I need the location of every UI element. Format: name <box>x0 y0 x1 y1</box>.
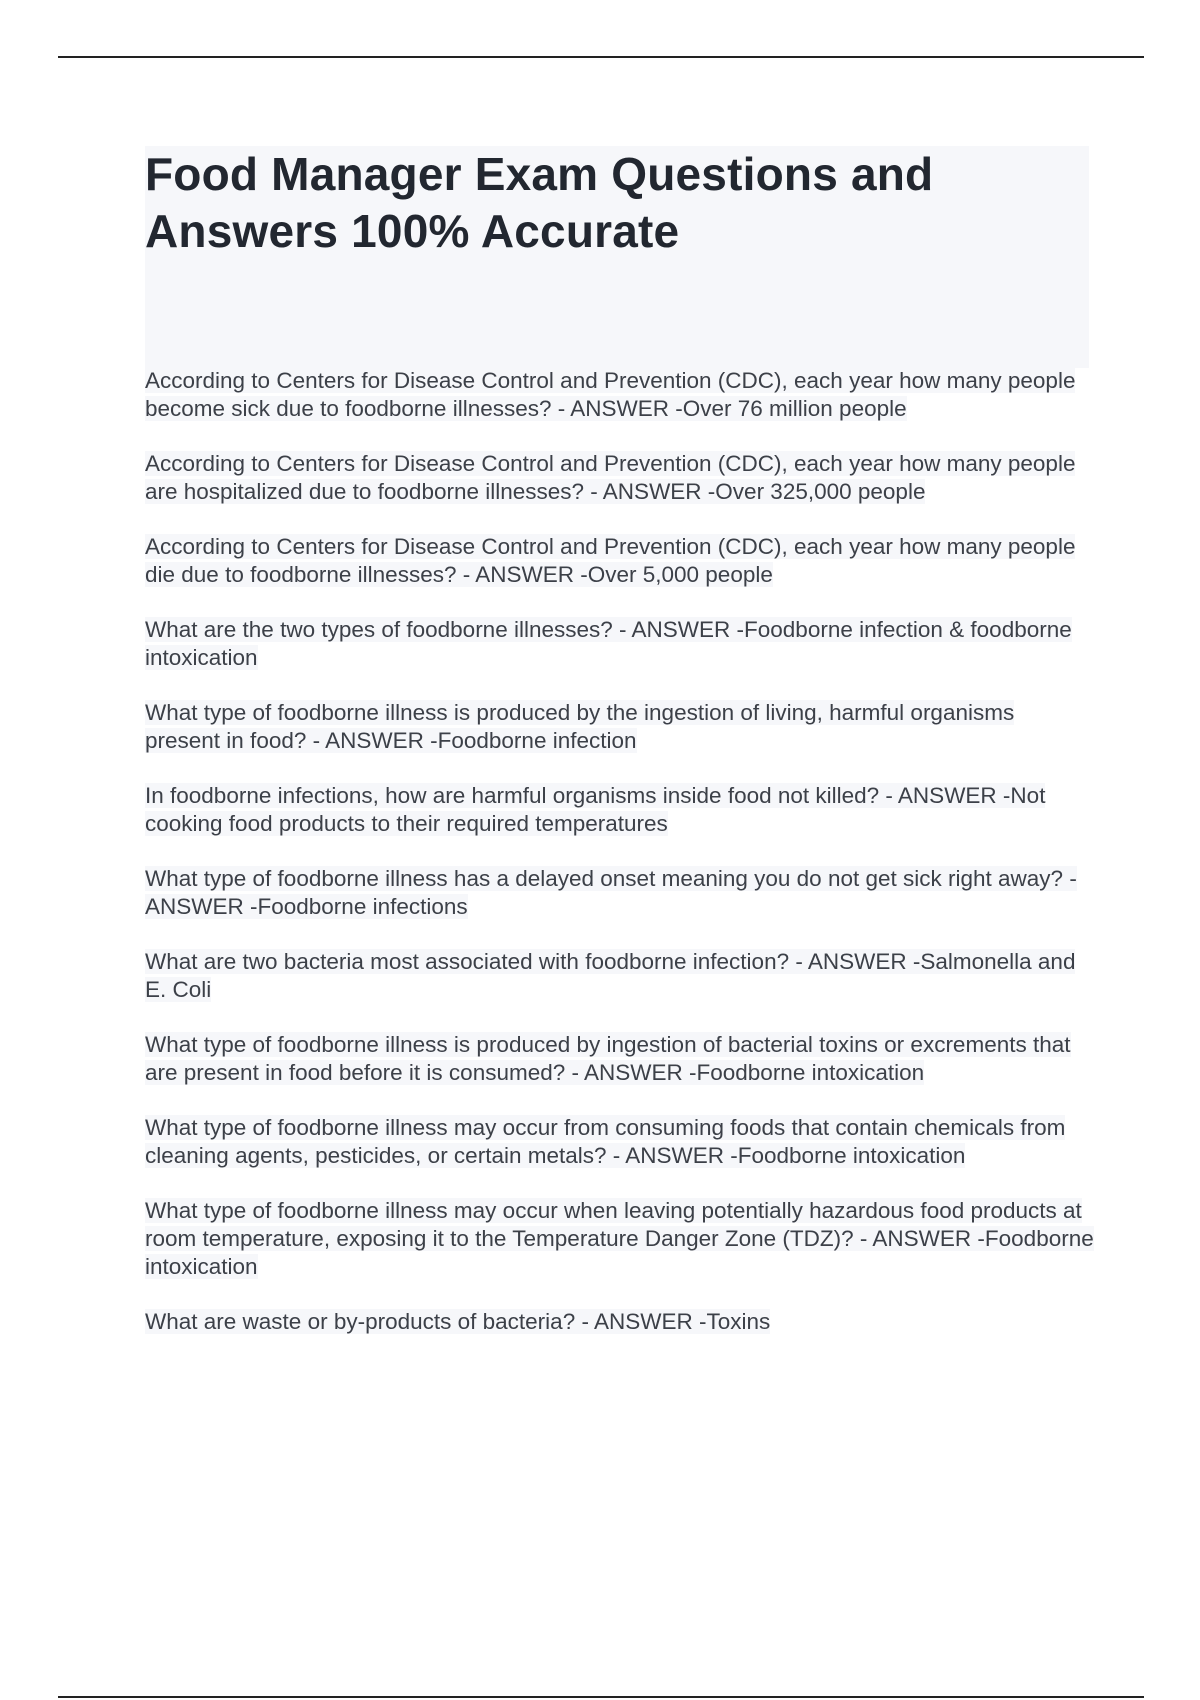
qa-item: What type of foodborne illness is produced by ingestion of bacterial toxins or excrements that are present in food before it is consumed? - ANSWER -Foodborne intoxication <box>145 1032 1071 1085</box>
qa-list <box>145 367 1095 1363</box>
qa-item: What are waste or by-products of bacteria? - ANSWER -Toxins <box>145 1309 771 1334</box>
page-title: Food Manager Exam Questions and Answers 100% Accurate <box>145 148 934 257</box>
qa-item: What type of foodborne illness may occur when leaving potentially hazardous food products at room temperature, exposing it to the Temperature Danger Zone (TDZ)? - ANSWER -Foodborne intoxication <box>145 1198 1094 1279</box>
qa-item: What type of foodborne illness has a delayed onset meaning you do not get sick right away? - ANSWER -Foodborne infections <box>145 866 1077 919</box>
qa-item: In foodborne infections, how are harmful organisms inside food not killed? - ANSWER -Not cooking food products to their required temperatures <box>145 783 1046 836</box>
qa-item: According to Centers for Disease Control and Prevention (CDC), each year how many people are hospitalized due to foodborne illnesses? - ANSWER -Over 325,000 people <box>145 451 1076 504</box>
qa-item: What are the two types of foodborne illnesses? - ANSWER -Foodborne infection & foodborne intoxication <box>145 617 1072 670</box>
qa-item: According to Centers for Disease Control and Prevention (CDC), each year how many people become sick due to foodborne illnesses? - ANSWER -Over 76 million people <box>145 368 1076 421</box>
top-divider <box>58 56 1144 58</box>
qa-item: According to Centers for Disease Control and Prevention (CDC), each year how many people die due to foodborne illnesses? - ANSWER -Over 5,000 people <box>145 534 1076 587</box>
qa-item: What are two bacteria most associated with foodborne infection? - ANSWER -Salmonella and E. Coli <box>145 949 1076 1002</box>
title-block <box>145 146 1089 368</box>
qa-item: What type of foodborne illness may occur from consuming foods that contain chemicals from cleaning agents, pesticides, or certain metals? - ANSWER -Foodborne intoxication <box>145 1115 1066 1168</box>
qa-item: What type of foodborne illness is produced by the ingestion of living, harmful organisms present in food? - ANSWER -Foodborne infection <box>145 700 1015 753</box>
bottom-divider <box>58 1696 1144 1698</box>
